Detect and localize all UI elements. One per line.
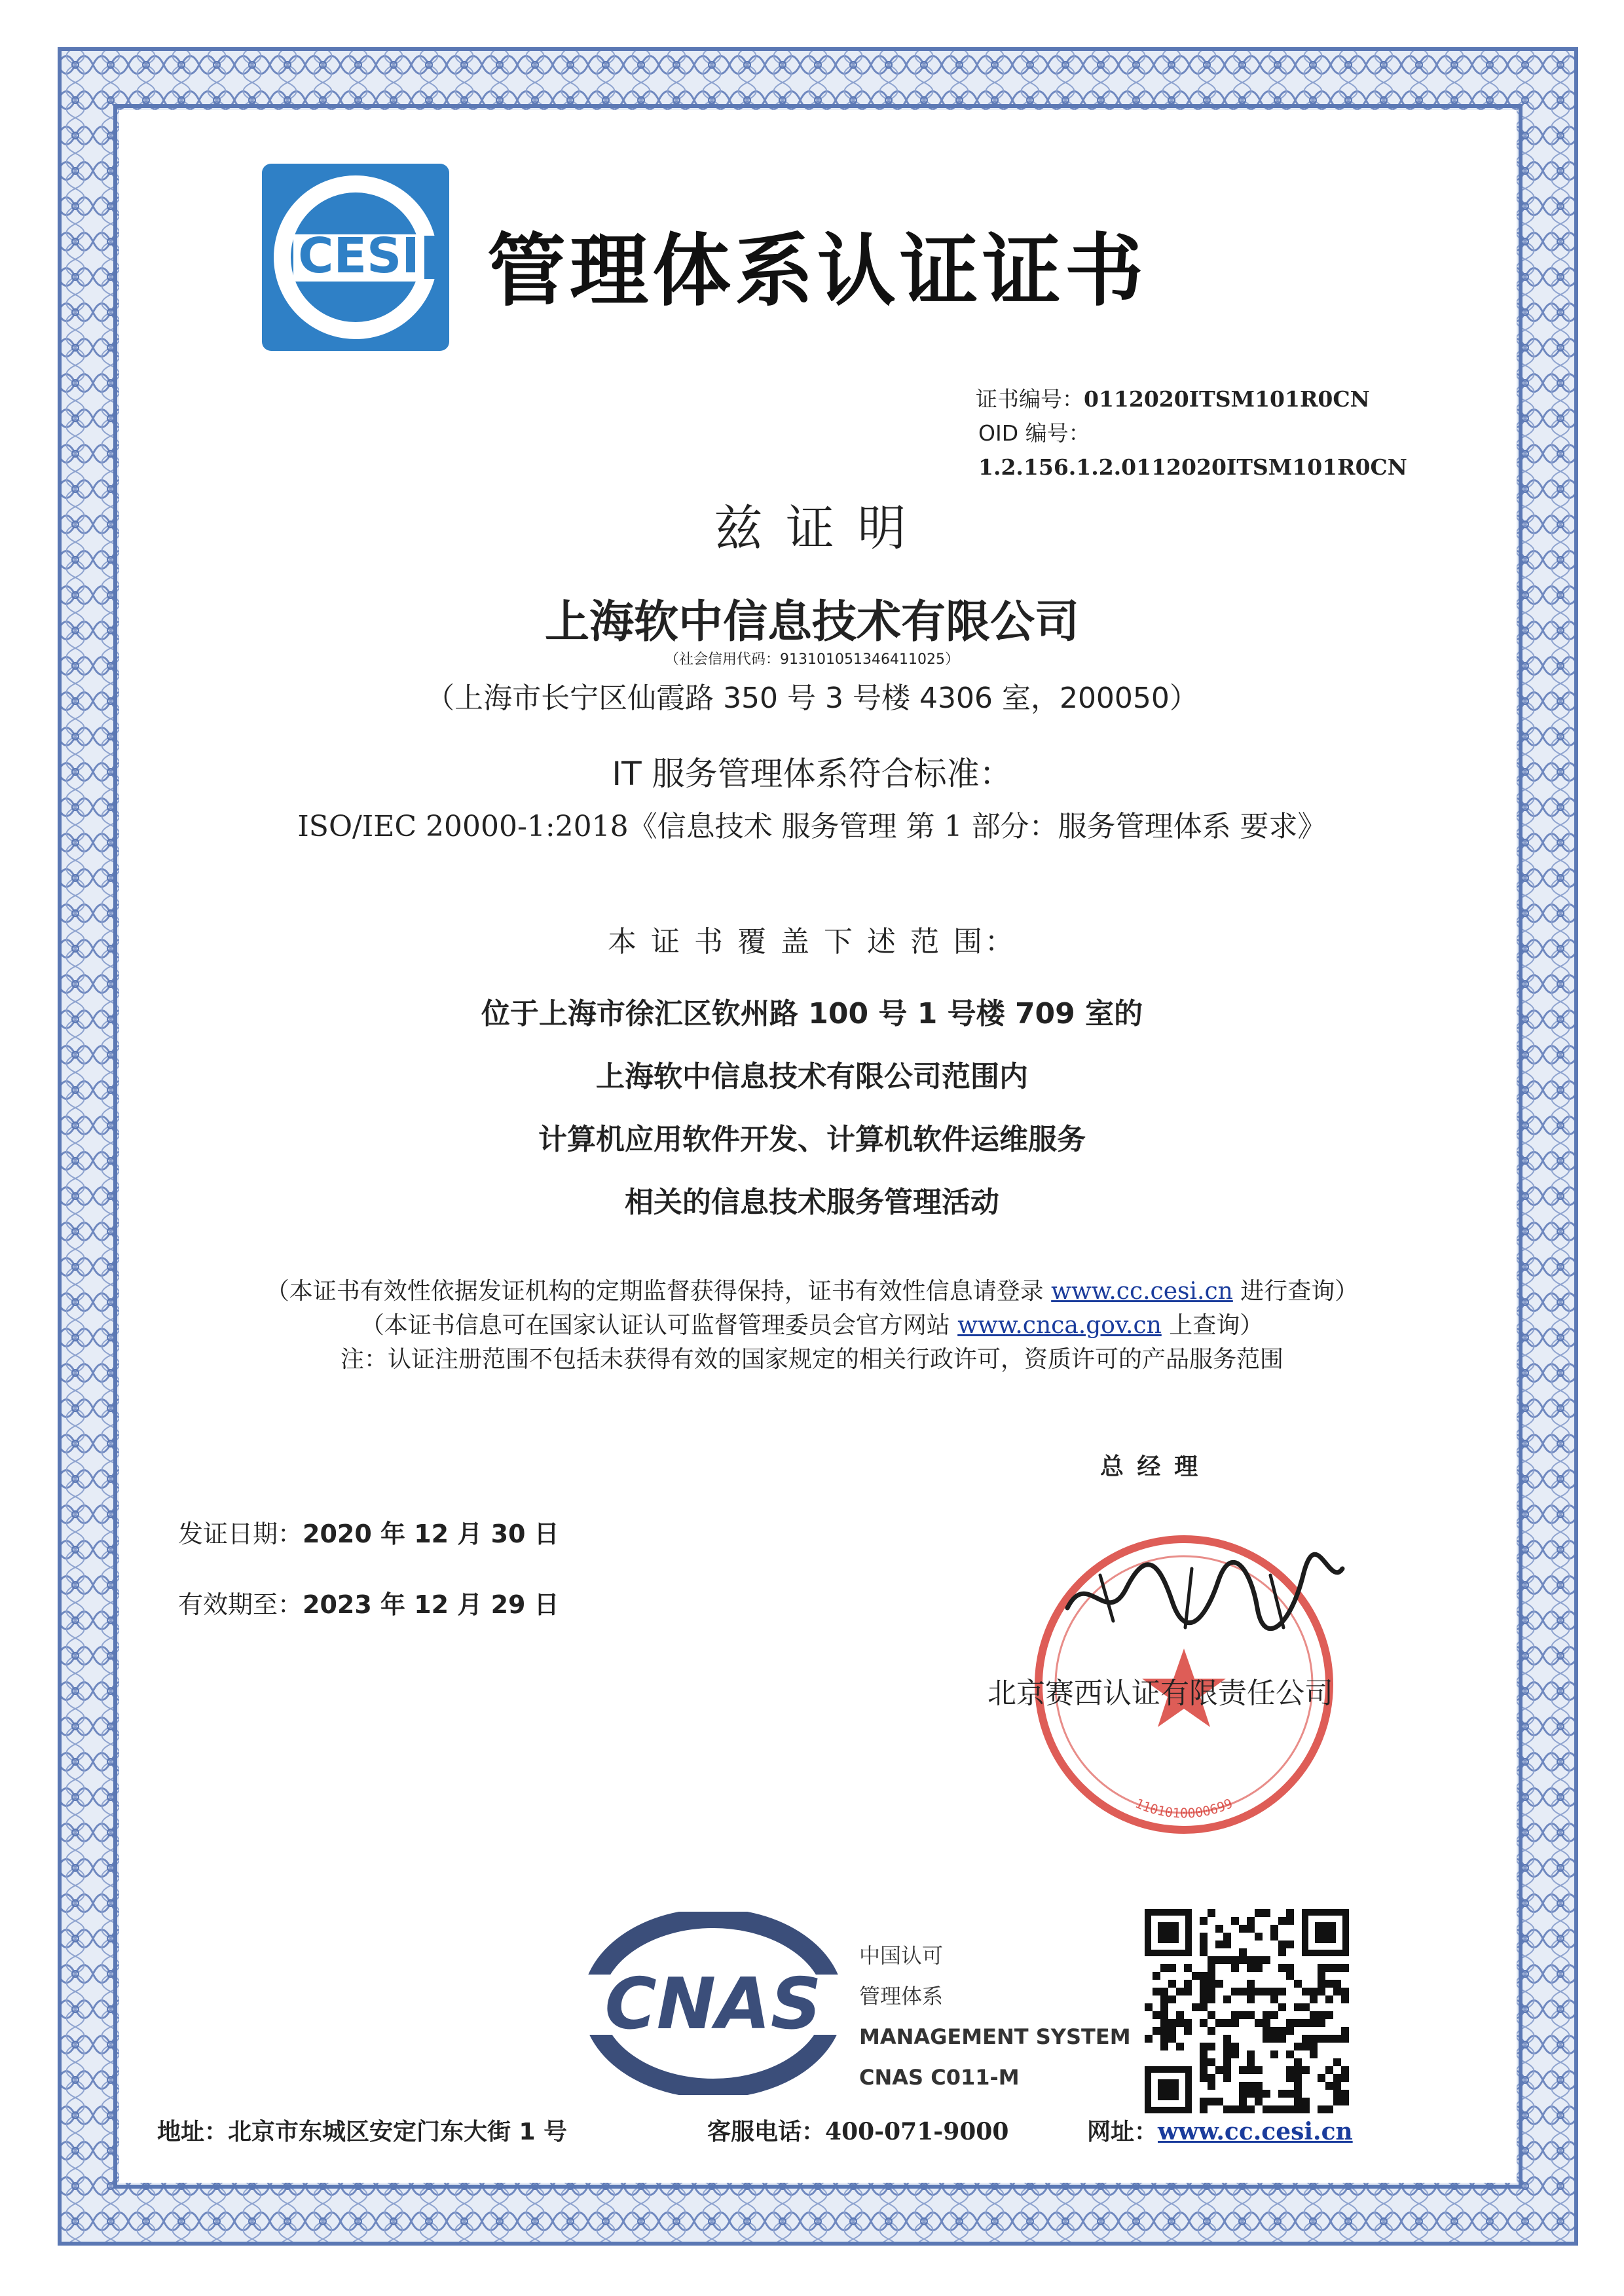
note-text: 上查询） (1161, 1312, 1264, 1339)
cnas-logo (585, 1912, 841, 2095)
footer-website-link[interactable]: www.cc.cesi.cn (1158, 2118, 1353, 2145)
issue-date (178, 1514, 559, 1550)
expiry-date-label: 有效期至： (178, 1590, 303, 1619)
standard-heading: IT 服务管理体系符合标准： (612, 755, 1012, 793)
scope-disclaimer: 注：认证注册范围不包括未获得有效的国家规定的相关行政许可，资质许可的产品服务范围 (340, 1346, 1283, 1373)
expiry-date (178, 1584, 559, 1620)
footer-address-label: 地址： (157, 2119, 229, 2145)
cnca-note (0, 1307, 1624, 1340)
scope-line: 相关的信息技术服务管理活动 (625, 1186, 999, 1219)
footer-website-label: 网址： (1087, 2119, 1158, 2145)
note-text: 进行查询） (1232, 1278, 1359, 1305)
expiry-date-value: 2023 年 12 月 29 日 (303, 1590, 559, 1619)
oid-number-label: OID 编号： (978, 420, 1090, 446)
cnca-website-link[interactable]: www.cnca.gov.cn (957, 1312, 1162, 1339)
oid-number-row (978, 416, 1500, 484)
footer-phone (707, 2113, 1008, 2147)
cnas-logo-text: CNAS (604, 1963, 822, 2045)
cnas-line: CNAS C011-M (859, 2065, 1020, 2090)
scope-line: 上海软中信息技术有限公司范围内 (596, 1060, 1028, 1093)
company-name: 上海软中信息技术有限公司 (544, 596, 1079, 648)
cnas-line: 管理体系 (859, 1984, 944, 2009)
certificate-numbers (976, 382, 1500, 484)
cert-number-label: 证书编号： (976, 386, 1084, 412)
seal-number: 1101010000699 (1133, 1795, 1235, 1821)
issue-date-value: 2020 年 12 月 30 日 (303, 1520, 559, 1548)
note-text: （本证书信息可在国家认证认可监督管理委员会官方网站 (360, 1312, 958, 1339)
note-text: （本证书有效性依据发证机构的定期监督获得保持，证书有效性信息请登录 (265, 1278, 1052, 1305)
footer-phone-label: 客服电话： (707, 2119, 826, 2145)
cesi-logo (262, 164, 449, 351)
oid-number-value: 1.2.156.1.2.0112020ITSM101R0CN (978, 454, 1407, 480)
cnas-accreditation-text (859, 1935, 1131, 2098)
cnas-line: MANAGEMENT SYSTEM (859, 2024, 1131, 2049)
certify-heading: 兹 证 明 (714, 500, 910, 556)
issuer-name: 北京赛西认证有限责任公司 (987, 1677, 1333, 1710)
footer-website (1087, 2113, 1353, 2147)
issue-date-label: 发证日期： (178, 1520, 303, 1548)
standard-name: ISO/IEC 20000-1:2018《信息技术 服务管理 第 1 部分：服务管理体系 要求》 (297, 810, 1327, 843)
cnas-line: 中国认可 (859, 1943, 944, 1968)
credit-code: （社会信用代码：913101051346411025） (665, 651, 959, 668)
cesi-website-link[interactable]: www.cc.cesi.cn (1051, 1278, 1233, 1305)
validity-note (0, 1273, 1624, 1306)
scope-line: 计算机应用软件开发、计算机软件运维服务 (538, 1123, 1086, 1156)
signatory-role: 总 经 理 (1100, 1453, 1201, 1480)
footer-address (157, 2113, 567, 2147)
company-address: （上海市长宁区仙霞路 350 号 3 号楼 4306 室，200050） (426, 682, 1198, 715)
qr-finder-bottom-left (1145, 2066, 1192, 2113)
handwritten-signature (1061, 1549, 1349, 1641)
cert-number-row (976, 382, 1500, 416)
scope-heading: 本 证 书 覆 盖 下 述 范 围： (608, 925, 1016, 958)
cert-number-value: 0112020ITSM101R0CN (1084, 386, 1370, 412)
scope-line: 位于上海市徐汇区钦州路 100 号 1 号楼 709 室的 (481, 997, 1143, 1030)
footer-phone-value: 400-071-9000 (825, 2118, 1009, 2145)
footer-address-value: 北京市东城区安定门东大街 1 号 (228, 2119, 568, 2145)
qr-finder-top-left (1145, 1909, 1192, 1956)
qr-code[interactable] (1142, 1906, 1352, 2116)
cesi-logo-text: CESI (298, 228, 420, 284)
certificate-title: 管理体系认证证书 (487, 226, 1147, 317)
qr-finder-top-right (1302, 1909, 1349, 1956)
